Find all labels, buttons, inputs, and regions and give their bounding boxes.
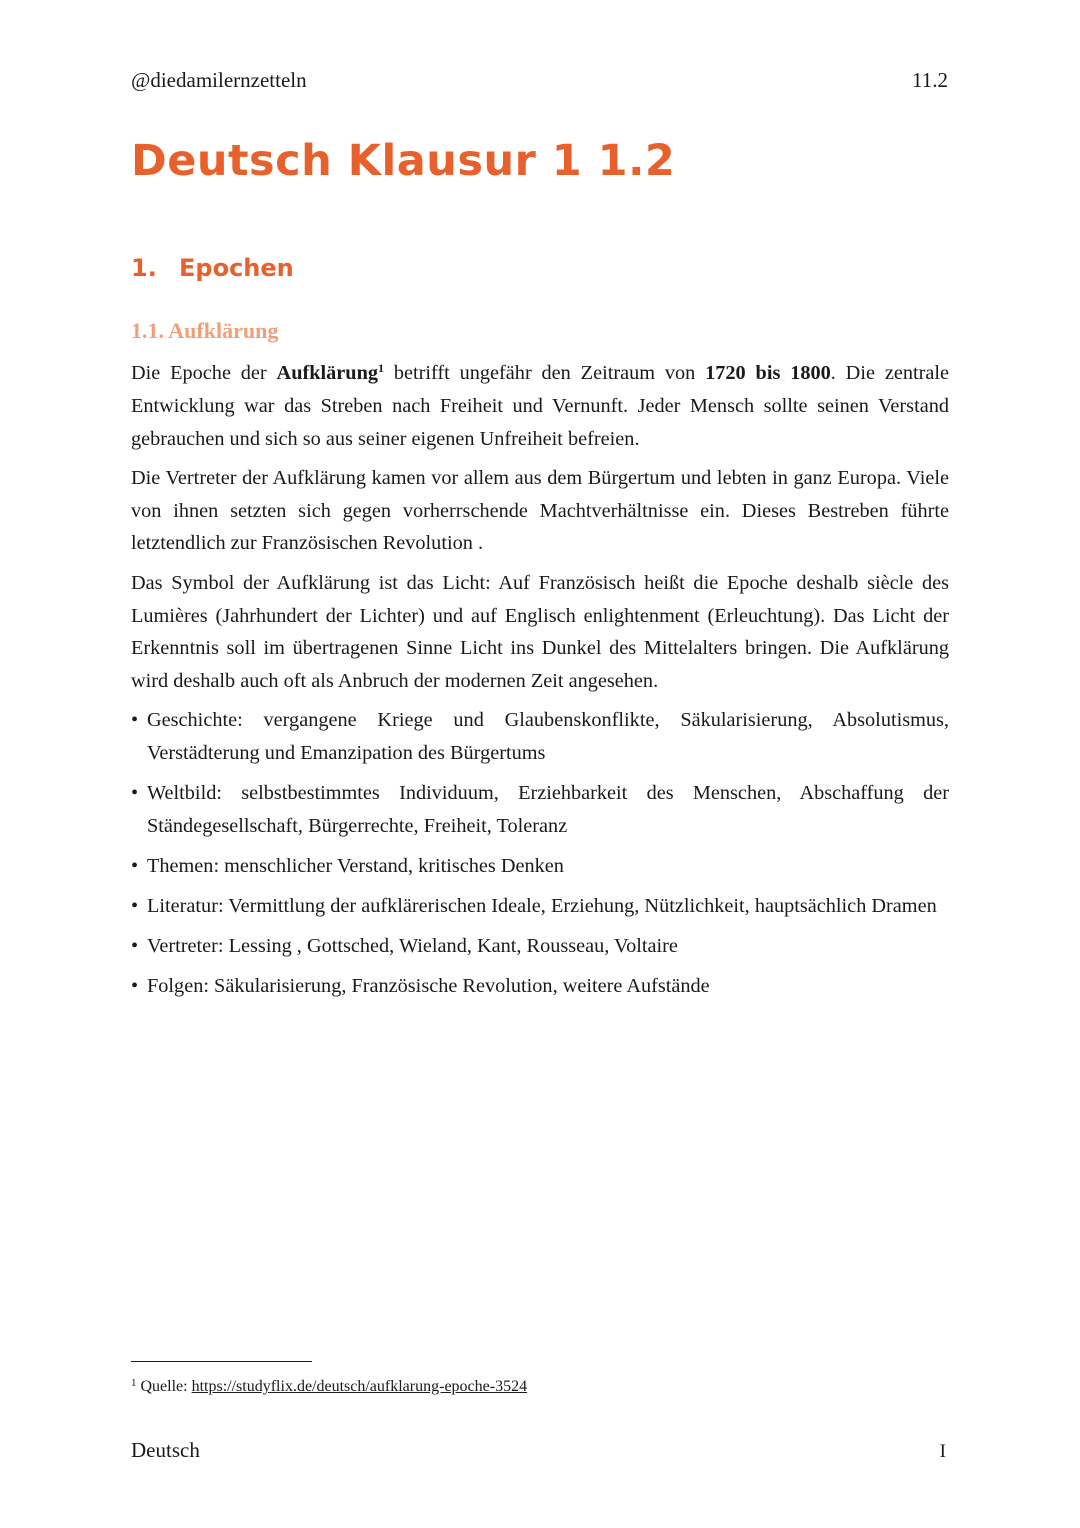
paragraph-intro (131, 352, 949, 455)
list-item (131, 930, 949, 963)
section-number: 1. (131, 254, 157, 282)
text-run: Die Epoche der (131, 362, 277, 384)
bullet-list (131, 704, 949, 1002)
footnote (131, 1377, 527, 1396)
header-course: 11.2 (912, 68, 948, 92)
paragraph-vertreter: Die Vertreter der Aufklärung kamen vor allem aus dem Bürgertum und lebten in ganz Europa. Viele von ihnen setzten sich gegen vorherrschende Machtverhältnisse ein. Dieses Bestreben führte letztendlich zur Französischen Revolution . (131, 466, 949, 555)
footnote-marker: 1 (131, 1377, 137, 1389)
document-title: Deutsch Klausur 1 1.2 (131, 136, 676, 186)
paragraph-symbol: Das Symbol der Aufklärung ist das Licht: Auf Französisch heißt die Epoche deshalb siècle des Lumières (Jahrhundert der Lichter) und auf Englisch enlightenment (Erleuchtung). Das Licht der Erkenntnis soll im übertragenen Sinne Licht ins Dunkel des Mittelalters bringen. Die Aufklärung wird deshalb auch oft als Anbruch der modernen Zeit angesehen. (131, 571, 949, 693)
section-title: Epochen (179, 254, 294, 282)
bullet-icon: • (131, 782, 139, 805)
list-item (131, 850, 949, 883)
subsection-heading: 1.1. Aufklärung (131, 318, 279, 343)
list-item (131, 704, 949, 770)
header-handle: @diedamilernzetteln (131, 68, 307, 92)
footnote-source-link[interactable]: https://studyflix.de/deutsch/aufklarung-epoche-3524 (191, 1378, 528, 1395)
list-item (131, 890, 949, 923)
term-aufklaerung: Aufklärung (276, 362, 378, 384)
list-item-text: Literatur: Vermittlung der aufklärerischen Ideale, Erziehung, Nützlichkeit, hauptsächlich Dramen (147, 895, 937, 918)
list-item-text: Folgen: Säkularisierung, Französische Revolution, weitere Aufstände (147, 974, 710, 997)
footnote-label: Quelle: (136, 1378, 192, 1395)
list-item-text: Themen: menschlicher Verstand, kritisches Denken (147, 855, 564, 878)
text-run: . Die zentrale Entwicklung war das Streben nach Freiheit und Vernunft. Jeder Mensch sollte seinen Verstand gebrauchen und sich so aus seiner eigenen Unfreiheit befreien. (131, 362, 949, 450)
footnote-divider (131, 1361, 312, 1362)
list-item (131, 970, 949, 1003)
footer-subject: Deutsch (131, 1438, 200, 1462)
section-heading (131, 254, 294, 282)
list-item-text: Weltbild: selbstbestimmtes Individuum, Erziehbarkeit des Menschen, Abschaffung der Ständegesellschaft, Bürgerrechte, Freiheit, Toleranz (147, 782, 949, 838)
list-item (131, 777, 949, 843)
list-item-text: Geschichte: vergangene Kriege und Glaubenskonflikte, Säkularisierung, Absolutismus, Verstädterung und Emanzipation des Bürgertums (147, 709, 949, 765)
bullet-icon: • (131, 895, 139, 918)
page-number: I (939, 1441, 946, 1462)
list-item-text: Vertreter: Lessing , Gottsched, Wieland, Kant, Rousseau, Voltaire (147, 935, 678, 957)
bullet-icon: • (131, 935, 139, 957)
bullet-icon: • (131, 855, 139, 878)
footnote-reference[interactable]: 1 (377, 361, 384, 375)
bullet-icon: • (131, 974, 139, 997)
body-text (131, 352, 949, 1010)
bullet-icon: • (131, 709, 139, 732)
text-run: betrifft ungefähr den Zeitraum von (383, 362, 706, 384)
period-dates: 1720 bis 1800 (705, 362, 831, 384)
